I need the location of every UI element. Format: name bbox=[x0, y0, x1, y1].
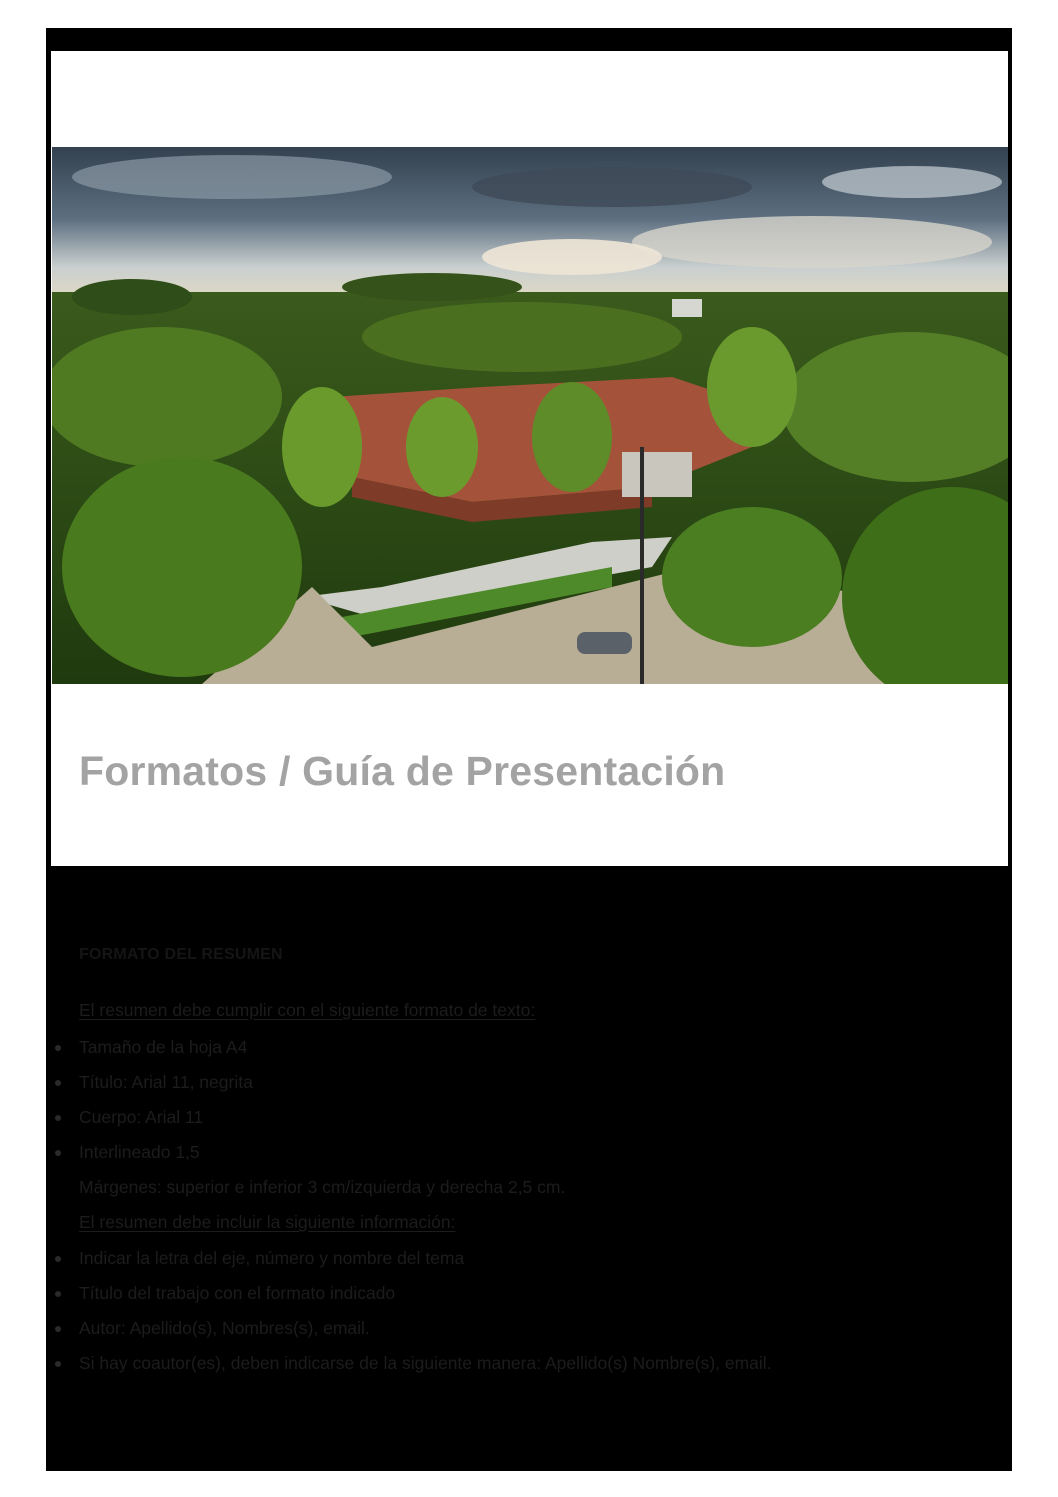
info-intro-link[interactable]: El resumen debe incluir la siguiente información: bbox=[79, 1212, 456, 1232]
bullet-icon bbox=[55, 1150, 61, 1156]
list-item: Cuerpo: Arial 11 bbox=[79, 1107, 204, 1127]
bullet-icon bbox=[55, 1361, 61, 1367]
list-item: Interlineado 1,5 bbox=[79, 1142, 200, 1162]
format-intro-link[interactable]: El resumen debe cumplir con el siguiente formato de texto: bbox=[79, 1000, 536, 1020]
list-item: Indicar la letra del eje, número y nombre del tema bbox=[79, 1248, 465, 1268]
list-item: Si hay coautor(es), deben indicarse de la siguiente manera: Apellido(s) Nombre(s), email. bbox=[79, 1353, 772, 1373]
hero-image bbox=[52, 147, 1008, 684]
list-item: Tamaño de la hoja A4 bbox=[79, 1037, 248, 1057]
bullet-icon bbox=[55, 1291, 61, 1297]
bullet-icon bbox=[55, 1045, 61, 1051]
bullet-icon bbox=[55, 1256, 61, 1262]
list-item: Título del trabajo con el formato indicado bbox=[79, 1283, 396, 1303]
bullet-icon bbox=[55, 1326, 61, 1332]
page-title: Formatos / Guía de Presentación bbox=[79, 748, 726, 794]
campus-photo bbox=[52, 147, 1008, 684]
bullet-icon bbox=[55, 1080, 61, 1086]
margins-text: Márgenes: superior e inferior 3 cm/izquierda y derecha 2,5 cm. bbox=[79, 1177, 566, 1197]
list-item: Título: Arial 11, negrita bbox=[79, 1072, 253, 1092]
bullet-icon bbox=[55, 1115, 61, 1121]
section-heading: FORMATO DEL RESUMEN bbox=[79, 946, 283, 963]
list-item: Autor: Apellido(s), Nombres(s), email. bbox=[79, 1318, 370, 1338]
